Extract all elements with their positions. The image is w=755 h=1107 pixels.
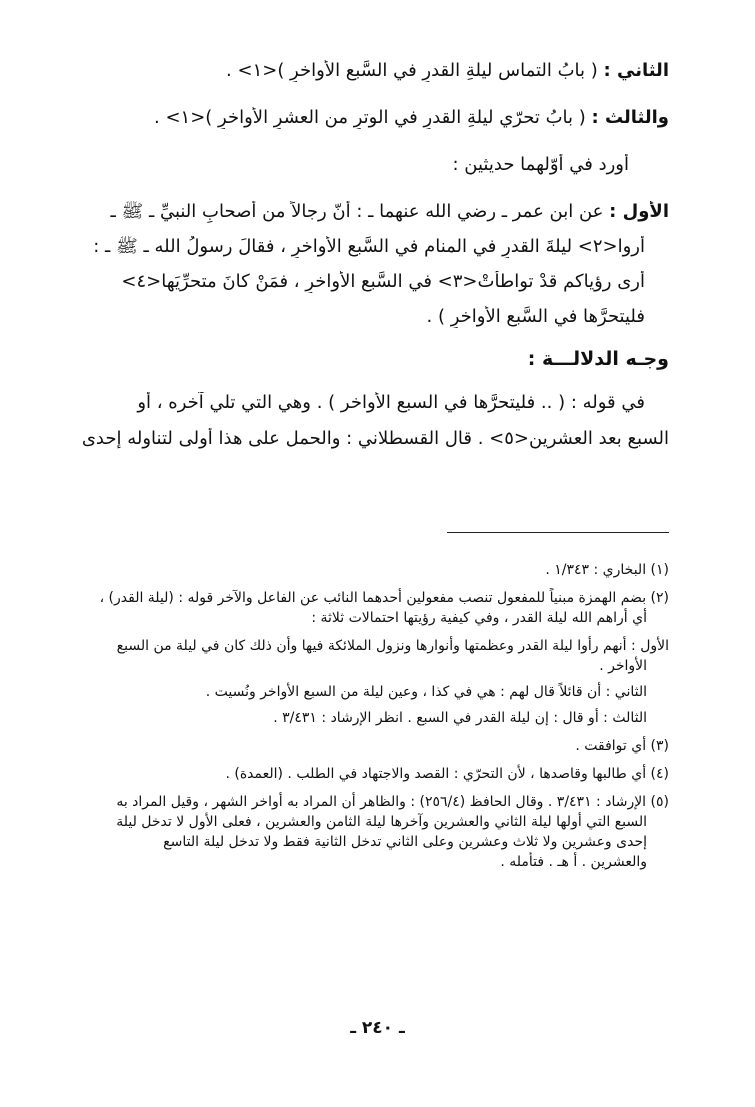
- explain-line-1: في قوله : ( .. فليتحرَّها في السبع الأواخر ) . وهي التي تلي آخره ، أو: [137, 392, 645, 413]
- footnote-5-line-3: إحدى وعشرين ولا ثلاث وعشرين وعلى الثاني تدخل الثانية فقط ولا تدخل ليلة التاسع: [163, 834, 647, 850]
- label-first: الأول :: [609, 201, 669, 222]
- footnote-2-first-line-1: الأول : أنهم رأوا ليلة القدر وعظمتها وأنوارها ونزول الملائكة فيها وأن ذلك كان في ليلة من السبع: [116, 638, 669, 654]
- hadith-line-2: أُروا<٢> ليلةَ القدرِ في المنامِ في السَّبعِ الأواخرِ ، فقالَ رسولُ الله ـ ﷺ ـ :: [93, 236, 645, 257]
- hadith-line-4: فليتحرَّها في السَّبعِ الأواخرِ ) .: [426, 306, 645, 327]
- footnote-2-line-2: أي أراهم الله ليلة القدر ، وفي كيفية رؤيتها احتمالات ثلاثة :: [311, 610, 647, 626]
- body-line-third-chapter: [56, 107, 669, 129]
- footnote-2-first-line-2: الأواخر .: [599, 658, 647, 674]
- footnote-5-line-4: والعشرين . أ هـ . فتأمله .: [500, 854, 647, 870]
- label-third: والثالث :: [591, 107, 669, 128]
- hadith-line-3: أرى رؤياكم قدْ تواطأتْ<٣> في السَّبعِ الأواخرِ ، فمَنْ كانَ متحرِّيَها<٤>: [121, 271, 645, 292]
- label-second: الثاني :: [603, 60, 669, 81]
- footnote-2-second: الثاني : أن قائلاً قال لهم : هي في كذا ، وعين ليلة من السبع الأواخر ونُسيت .: [205, 684, 647, 700]
- section-title: وجـه الدلالـــة :: [527, 348, 669, 370]
- body-line-second-chapter: [56, 60, 669, 82]
- footnote-5-line-2: السبع التي أولها ليلة الثاني والعشرين وآخرها ليلة الثامن والعشرين ، فعلى الأول لا تدخل ليلة: [116, 814, 647, 830]
- page-number: ـ ٢٤٠ ـ: [350, 1018, 405, 1038]
- footnote-4: (٤) أي طالبها وقاصدها ، لأن التحرّي : القصد والاجتهاد في الطلب . (العمدة) .: [225, 766, 669, 782]
- explain-line-2: السبع بعد العشرين<٥> . قال القسطلاني : والحمل على هذا أولى لتناوله إحدى: [81, 428, 669, 449]
- text-second: ( بابُ التماسِ ليلةِ القدرِ في السَّبعِ الأواخرِ )<١> .: [226, 60, 604, 81]
- footnote-1: (١) البخاري : ١/٣٤٣ .: [545, 562, 669, 578]
- footnotes: [56, 552, 669, 872]
- footnote-5-line-1: (٥) الإرشاد : ٣/٤٣١ . وقال الحافظ (٢٥٦/٤) : والظاهر أن المراد به أواخر الشهر ، وقيل المراد به: [116, 794, 669, 810]
- hadith-line-1: [56, 201, 669, 223]
- footnote-3: (٣) أي توافقت .: [575, 738, 669, 754]
- footnote-separator: [447, 532, 669, 533]
- intro-line: أورد في أوّلهما حديثين :: [452, 154, 629, 175]
- footnote-2-third: الثالث : أو قال : إن ليلة القدر في السبع . انظر الإرشاد : ٣/٤٣١ .: [273, 710, 647, 726]
- footnote-2-line-1: (٢) بضم الهمزة مبنياً للمفعول تنصب مفعولين أحدهما النائب عن الفاعل والآخر قوله : (ليلة القدر) ،: [99, 590, 669, 606]
- hadith-text-1: عن ابن عمر ـ رضي الله عنهما ـ : أنّ رجالاً من أصحابِ النبيِّ ـ ﷺ ـ: [110, 201, 610, 222]
- text-third: ( بابُ تحرّي ليلةِ القدرِ في الوترِ من العشرِ الأواخرِ )<١> .: [154, 107, 592, 128]
